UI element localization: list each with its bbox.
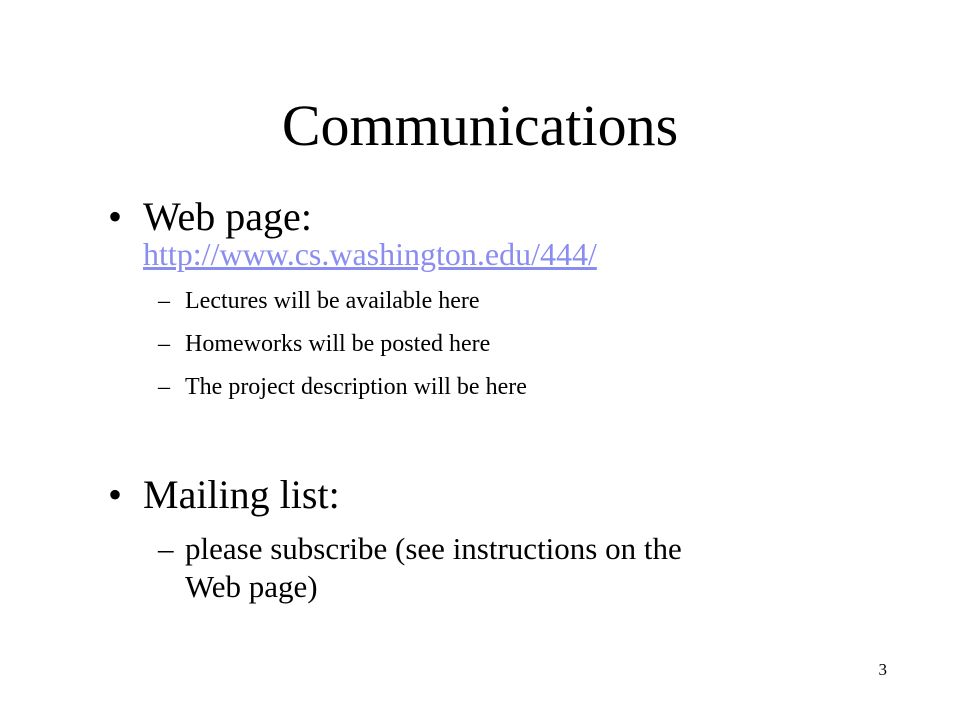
page-number: 3 — [878, 660, 887, 679]
subitem-text-line1: please subscribe (see instructions on the — [185, 531, 682, 566]
bullet-label: Web page: — [143, 194, 312, 239]
bullet-marker: • — [108, 194, 123, 239]
dash-marker: – — [158, 531, 174, 566]
slide-title: Communications — [281, 93, 679, 158]
subitem-text-line2: Web page) — [185, 569, 318, 604]
dash-marker: – — [158, 374, 170, 400]
bullet-marker: • — [108, 472, 123, 517]
dash-marker: – — [158, 331, 170, 357]
course-web-link[interactable]: http://www.cs.washington.edu/444/ — [143, 236, 597, 272]
dash-marker: – — [158, 288, 170, 314]
subitem-text: Homeworks will be posted here — [185, 331, 491, 357]
subitem-text: The project description will be here — [185, 374, 527, 400]
subitem-text: Lectures will be available here — [185, 288, 480, 314]
bullet-label: Mailing list: — [143, 472, 340, 517]
